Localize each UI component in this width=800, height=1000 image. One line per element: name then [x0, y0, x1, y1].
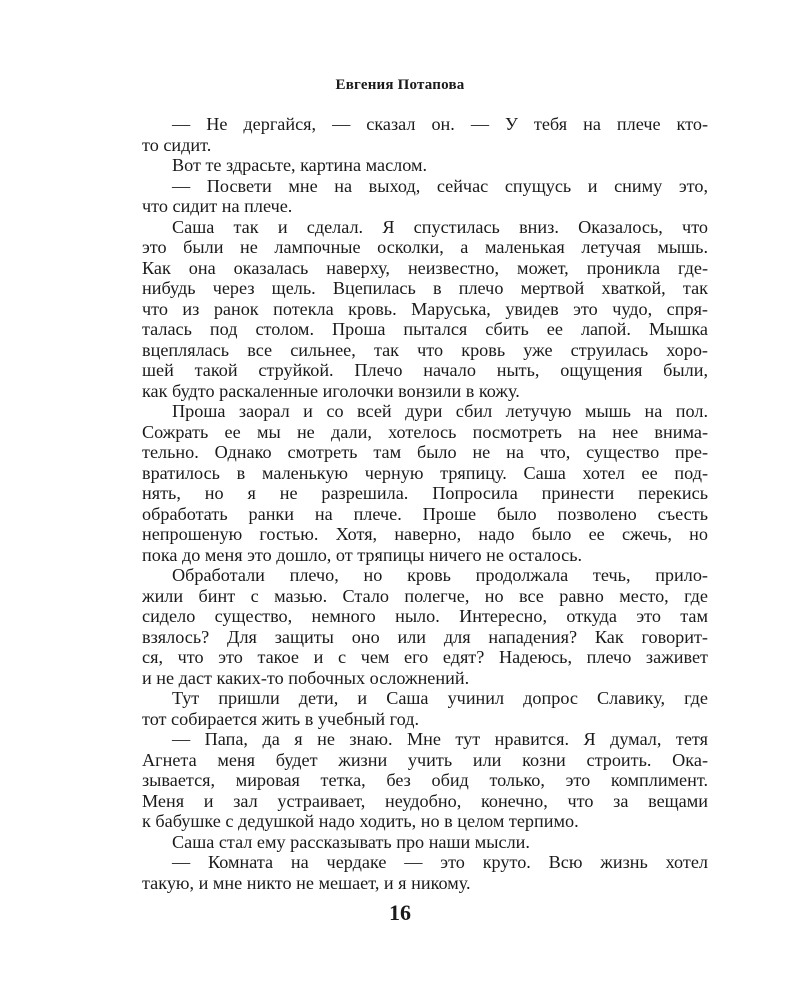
- text-line: Обработали плечо, но кровь продолжала течь, прило-: [172, 565, 708, 585]
- paragraph: [142, 217, 708, 402]
- text-line: пока до меня это дошло, от тряпицы ничего не осталось.: [142, 544, 583, 565]
- text-line: тот собирается жить в учебный год.: [142, 708, 420, 729]
- text-line: жили бинт с мазью. Стало полегче, но все равно место, где: [142, 585, 708, 606]
- text-line: что сидит на плече.: [142, 196, 293, 216]
- paragraph: [142, 852, 708, 893]
- text-line: вцеплялась все сильнее, так что кровь уже струилась хоро-: [142, 339, 708, 360]
- text-line: Вот те здрасьте, картина маслом.: [172, 155, 428, 175]
- paragraph: [142, 729, 708, 832]
- text-line: обработать ранки на плече. Проше было позволено съесть: [142, 503, 708, 524]
- text-line: к бабушке с дедушкой надо ходить, но в целом терпимо.: [142, 811, 579, 831]
- paragraph: [142, 688, 708, 729]
- text-line: непрошеную гостью. Хотя, наверно, надо было ее сжечь, но: [142, 524, 708, 544]
- text-line: нибудь через щель. Вцепилась в плечо мертвой хваткой, так: [142, 278, 708, 298]
- text-line: Меня и зал устраивает, неудобно, конечно, что за вещами: [142, 790, 708, 811]
- text-line: Как она оказалась наверху, неизвестно, может, проникла где-: [142, 257, 708, 278]
- text-line: тельно. Однако смотреть там было не на что, существо пре-: [142, 442, 708, 462]
- text-line: сидело существо, немного ныло. Интересно, откуда это там: [142, 606, 708, 626]
- page-number: 16: [389, 900, 411, 925]
- text-line: нять, но я не разрешила. Попросила принести перекись: [142, 483, 708, 503]
- paragraph: [142, 565, 708, 688]
- body-text: [142, 114, 708, 893]
- text-line: Сожрать ее мы не дали, хотелось посмотреть на нее внима-: [142, 421, 708, 442]
- paragraph: [142, 401, 708, 565]
- text-line: взялось? Для защиты оно или для нападения? Как говорит-: [142, 626, 708, 647]
- text-line: талась под столом. Проша пытался сбить ее лапой. Мышка: [142, 319, 708, 339]
- text-line: Саша стал ему рассказывать про наши мысли.: [172, 831, 530, 852]
- paragraph: [142, 155, 708, 176]
- paragraph: [142, 114, 708, 155]
- text-line: — Не дергайся, — сказал он. — У тебя на плече кто-: [172, 114, 708, 134]
- text-line: — Папа, да я не знаю. Мне тут нравится. Я думал, тетя: [172, 729, 708, 749]
- text-line: и не даст каких-то побочных осложнений.: [142, 667, 470, 688]
- text-line: то сидит.: [142, 134, 212, 155]
- text-line: зывается, мировая тетка, без обид только, это комплимент.: [142, 770, 708, 790]
- text-line: — Комната на чердаке — это круто. Всю жизнь хотел: [172, 852, 708, 872]
- text-line: такую, и мне никто не мешает, и я никому.: [142, 872, 471, 893]
- text-line: — Посвети мне на выход, сейчас спущусь и сниму это,: [172, 175, 708, 196]
- running-head-author: Евгения Потапова: [335, 77, 465, 93]
- paragraph: [142, 176, 708, 217]
- text-line: вратилось в маленькую черную тряпицу. Саша хотел ее под-: [142, 462, 708, 483]
- text-line: это были не лампочные осколки, а маленькая летучая мышь.: [142, 237, 708, 257]
- text-line: Саша так и сделал. Я спустилась вниз. Оказалось, что: [172, 216, 708, 237]
- text-line: Тут пришли дети, и Саша учинил допрос Славику, где: [172, 688, 708, 708]
- text-line: ся, что это такое и с чем его едят? Надеюсь, плечо заживет: [142, 647, 708, 667]
- paragraph: [142, 832, 708, 853]
- text-line: что из ранок потекла кровь. Маруська, увидев это чудо, спря-: [142, 298, 708, 319]
- text-line: Проша заорал и со всей дури сбил летучую мышь на пол.: [172, 401, 708, 421]
- text-line: как будто раскаленные иголочки вонзили в кожу.: [142, 380, 520, 401]
- text-line: Агнета меня будет жизни учить или козни строить. Ока-: [142, 749, 708, 770]
- text-line: шей такой струйкой. Плечо начало ныть, ощущения были,: [142, 360, 708, 380]
